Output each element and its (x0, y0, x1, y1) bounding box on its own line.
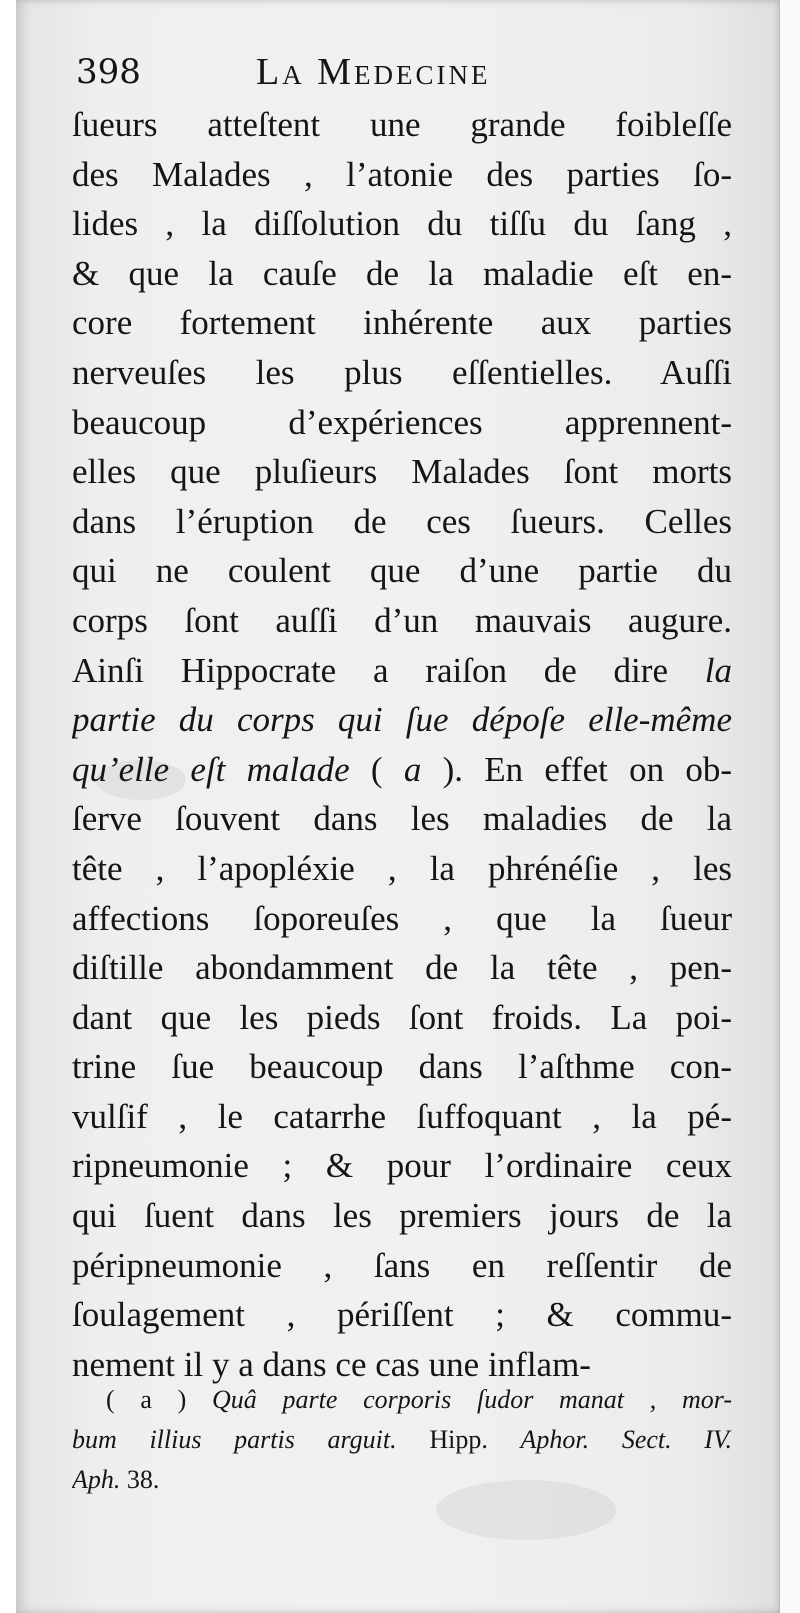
text-line (72, 1141, 732, 1191)
italic-text: qu’elle eſt malade (72, 749, 350, 789)
italic-text: la (704, 650, 732, 690)
page-header (76, 48, 716, 98)
text-segment: ſoulagement , périſſent ; & commu- (72, 1295, 732, 1335)
text-segment: qui ne coulent que d’une partie du (72, 551, 732, 591)
text-line (72, 1042, 732, 1092)
text-segment: dans l’éruption de ces ſueurs. Celles (72, 501, 732, 541)
text-segment: & que la cauſe de la maladie eſt en- (72, 253, 732, 293)
text-segment: ( (349, 749, 404, 789)
text-segment: tête , l’apopléxie , la phrénéſie , les (72, 848, 732, 888)
text-segment: ( a ) (106, 1385, 213, 1414)
footnote-line (72, 1420, 732, 1460)
text-line (72, 100, 732, 150)
text-segment: 38. (120, 1465, 160, 1494)
italic-text: partie du corps qui ſue dépoſe elle-même (72, 700, 732, 740)
text-line (72, 695, 732, 745)
text-segment: lides , la diſſolution du tiſſu du ſang , (72, 204, 732, 244)
text-line (72, 348, 732, 398)
text-line (72, 1290, 732, 1340)
text-segment: nerveuſes les plus eſſentielles. Auſſi (72, 352, 732, 392)
italic-text: Aphor. Sect. IV. (520, 1425, 732, 1454)
text-line (72, 447, 732, 497)
text-line (72, 596, 732, 646)
text-line (72, 249, 732, 299)
text-segment: elles que pluſieurs Malades ſont morts (72, 452, 732, 492)
italic-text: Aph. (72, 1465, 121, 1494)
text-segment: nement il y a dans ce cas une inflam- (72, 1344, 591, 1384)
text-line (72, 298, 732, 348)
footnote-line (72, 1460, 732, 1500)
text-line (72, 398, 732, 448)
text-segment: qui ſuent dans les premiers jours de la (72, 1196, 732, 1236)
text-line (72, 150, 732, 200)
text-line (72, 1191, 732, 1241)
text-line (72, 1092, 732, 1142)
footnote (72, 1380, 732, 1500)
text-segment: beaucoup d’expériences apprennent- (72, 402, 732, 442)
text-segment: corps ſont auſſi d’un mauvais augure. (72, 600, 732, 640)
text-line (72, 497, 732, 547)
text-line (72, 199, 732, 249)
text-segment: ). En effet on ob- (421, 749, 732, 789)
text-segment: des Malades , l’atonie des parties ſo- (72, 154, 732, 194)
italic-text: a (403, 749, 422, 789)
text-segment: trine ſue beaucoup dans l’aſthme con- (72, 1047, 732, 1087)
text-segment: ſerve ſouvent dans les maladies de la (72, 799, 732, 839)
page-edge (779, 0, 800, 1613)
italic-text: Quâ parte corporis ſudor manat , mor- (212, 1385, 732, 1414)
text-line (72, 745, 732, 795)
running-head: La Medecine (256, 51, 491, 93)
text-segment: core fortement inhérente aux parties (72, 303, 732, 343)
text-line (72, 794, 732, 844)
text-line (72, 546, 732, 596)
text-segment: Hipp. (396, 1425, 521, 1454)
text-segment: affections ſoporeuſes , que la ſueur (72, 898, 732, 938)
text-line (72, 646, 732, 696)
text-line (72, 1241, 732, 1291)
body-text (72, 100, 732, 1389)
italic-text: bum illius partis arguit. (72, 1425, 397, 1454)
text-segment: Ainſi Hippocrate a raiſon de dire (72, 650, 705, 690)
text-segment: diſtille abondamment de la tête , pen- (72, 948, 732, 988)
text-segment: ripneumonie ; & pour l’ordinaire ceux (72, 1146, 732, 1186)
text-line (72, 844, 732, 894)
text-line (72, 943, 732, 993)
text-segment: vulſif , le catarrhe ſuffoquant , la pé- (72, 1096, 732, 1136)
text-line (72, 993, 732, 1043)
page-number: 398 (76, 52, 141, 92)
footnote-line (72, 1380, 732, 1420)
text-segment: péripneumonie , ſans en reſſentir de (72, 1245, 732, 1285)
text-segment: ſueurs atteſtent une grande foibleſſe (72, 105, 732, 144)
text-segment: dant que les pieds ſont froids. La poi- (72, 997, 732, 1037)
text-line (72, 894, 732, 944)
